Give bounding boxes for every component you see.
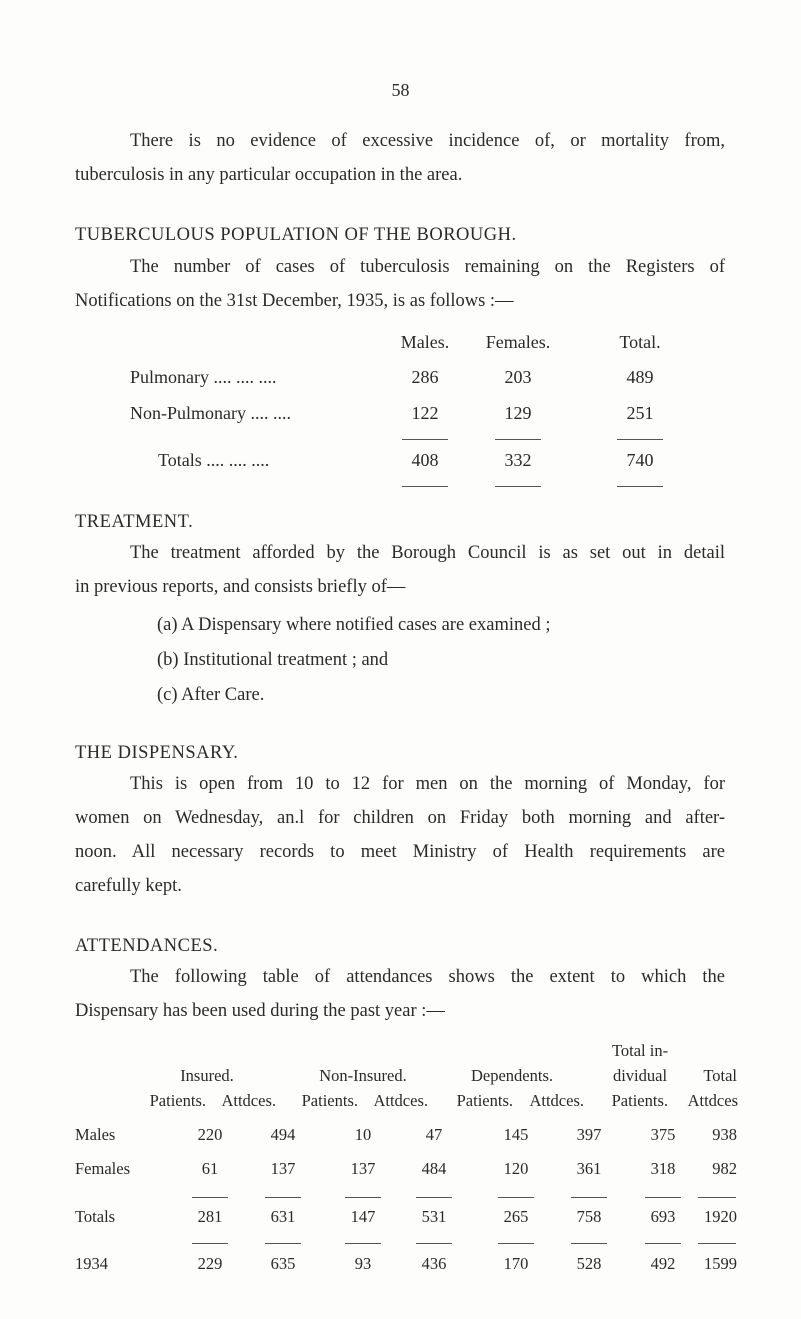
table2-row-label: Totals xyxy=(75,1207,116,1226)
table2-header-non-insured: Non-Insured. xyxy=(319,1066,407,1085)
table1-rule xyxy=(402,439,448,440)
table2-rule xyxy=(345,1243,381,1244)
table2-cell: 93 xyxy=(354,1254,372,1273)
table1-totals-label: Totals .... .... .... xyxy=(158,450,270,470)
table2-subheader: Attdces. xyxy=(529,1091,584,1110)
table2-rule xyxy=(416,1197,452,1198)
table2-cell: 281 xyxy=(197,1207,223,1226)
table2-cell: 147 xyxy=(350,1207,376,1226)
table1-row-label: Pulmonary .... .... .... xyxy=(130,367,277,387)
table1-cell: 332 xyxy=(504,450,532,470)
table2-row-label: Females xyxy=(75,1159,130,1178)
table2-cell: 120 xyxy=(503,1159,529,1178)
table2-header-total-individual-1: Total in- xyxy=(611,1041,669,1060)
table2-cell: 631 xyxy=(270,1207,296,1226)
table2-cell: 693 xyxy=(650,1207,676,1226)
table2-cell: 145 xyxy=(503,1125,529,1144)
table1-rule xyxy=(495,486,541,487)
table2-header-insured: Insured. xyxy=(180,1066,234,1085)
dispensary-line-2: women on Wednesday, an.l for children on Friday both morning and after- xyxy=(75,808,725,828)
table1-cell: 129 xyxy=(504,403,532,423)
table2-cell: 61 xyxy=(201,1159,219,1178)
table2-header-total-individual-2: dividual xyxy=(612,1066,668,1085)
table2-cell: 220 xyxy=(197,1125,223,1144)
table2-cell: 635 xyxy=(270,1254,296,1273)
table1-rule xyxy=(617,486,663,487)
table2-subheader: Patients. xyxy=(301,1091,358,1110)
table1-cell: 203 xyxy=(504,367,532,387)
treatment-line-2: in previous reports, and consists briefly of— xyxy=(75,577,406,597)
table2-cell: 528 xyxy=(576,1254,602,1273)
treatment-item: (a) A Dispensary where notified cases are examined ; xyxy=(157,615,551,635)
table2-cell: 361 xyxy=(576,1159,602,1178)
table2-cell: 229 xyxy=(197,1254,223,1273)
table2-rule xyxy=(571,1243,607,1244)
table2-rule xyxy=(192,1197,228,1198)
table2-cell: 397 xyxy=(576,1125,602,1144)
table2-cell: 494 xyxy=(270,1125,296,1144)
dispensary-line-3: noon. All necessary records to meet Ministry of Health requirements are xyxy=(75,842,725,862)
section-heading-dispensary: THE DISPENSARY. xyxy=(75,743,239,763)
table2-cell: 531 xyxy=(421,1207,447,1226)
table2-cell: 492 xyxy=(650,1254,676,1273)
treatment-item: (b) Institutional treatment ; and xyxy=(157,650,389,670)
table2-rule xyxy=(498,1197,534,1198)
table2-header-dependents: Dependents. xyxy=(470,1066,554,1085)
intro-line-1: There is no evidence of excessive incidence of, or mortality from, xyxy=(130,131,725,151)
table1-header-females: Females. xyxy=(485,332,551,352)
table2-cell: 758 xyxy=(576,1207,602,1226)
table2-cell: 47 xyxy=(425,1125,443,1144)
section-heading-attendances: ATTENDANCES. xyxy=(75,936,219,956)
table2-cell: 1920 xyxy=(704,1207,737,1226)
treatment-line-1: The treatment afforded by the Borough Council is as set out in detail xyxy=(130,543,725,563)
table1-cell: 122 xyxy=(411,403,439,423)
page-number: 58 xyxy=(391,80,410,100)
table1-rule xyxy=(495,439,541,440)
table2-subheader: Attdces. xyxy=(221,1091,276,1110)
table1-cell: 408 xyxy=(411,450,439,470)
table2-rule xyxy=(698,1243,736,1244)
table2-cell: 10 xyxy=(354,1125,372,1144)
attendances-line-1: The following table of attendances shows the extent to which the xyxy=(130,967,725,987)
section-heading-treatment: TREATMENT. xyxy=(75,512,194,532)
table2-cell: 484 xyxy=(421,1159,447,1178)
table1-row-label: Non-Pulmonary .... .... xyxy=(130,403,291,423)
table1-header-total: Total. xyxy=(619,332,661,352)
table2-rule xyxy=(645,1243,681,1244)
intro-line-2: tuberculosis in any particular occupation in the area. xyxy=(75,165,463,185)
table2-cell: 436 xyxy=(421,1254,447,1273)
table2-rule xyxy=(265,1197,301,1198)
table2-cell: 318 xyxy=(650,1159,676,1178)
table2-rule xyxy=(265,1243,301,1244)
table1-cell: 286 xyxy=(411,367,439,387)
table2-row-label: 1934 xyxy=(75,1254,108,1273)
table2-cell: 375 xyxy=(650,1125,676,1144)
table2-subheader: Patients. xyxy=(149,1091,206,1110)
table2-rule xyxy=(645,1197,681,1198)
table2-cell: 938 xyxy=(712,1125,737,1144)
section-heading-population: TUBERCULOUS POPULATION OF THE BOROUGH. xyxy=(75,225,517,245)
table1-rule xyxy=(402,486,448,487)
table2-subheader: Attdces xyxy=(687,1091,738,1110)
population-line-1: The number of cases of tuberculosis remaining on the Registers of xyxy=(130,257,725,277)
table2-rule xyxy=(192,1243,228,1244)
dispensary-line-4: carefully kept. xyxy=(75,876,182,896)
dispensary-line-1: This is open from 10 to 12 for men on the morning of Monday, for xyxy=(130,774,725,794)
table1-cell: 489 xyxy=(626,367,654,387)
table2-subheader: Patients. xyxy=(456,1091,513,1110)
table1-cell: 740 xyxy=(626,450,654,470)
table2-cell: 137 xyxy=(270,1159,296,1178)
population-line-2: Notifications on the 31st December, 1935, is as follows :— xyxy=(75,291,514,311)
attendances-line-2: Dispensary has been used during the past year :— xyxy=(75,1001,445,1021)
treatment-item: (c) After Care. xyxy=(157,685,265,705)
table2-rule xyxy=(345,1197,381,1198)
table2-rule xyxy=(571,1197,607,1198)
table2-rule xyxy=(416,1243,452,1244)
table2-rule xyxy=(498,1243,534,1244)
table2-header-total: Total xyxy=(703,1066,737,1085)
table2-rule xyxy=(698,1197,736,1198)
table2-cell: 982 xyxy=(712,1159,737,1178)
table2-subheader: Patients. xyxy=(611,1091,668,1110)
table1-cell: 251 xyxy=(626,403,654,423)
table2-subheader: Attdces. xyxy=(373,1091,428,1110)
table1-header-males: Males. xyxy=(400,332,450,352)
table1-rule xyxy=(617,439,663,440)
table2-cell: 1599 xyxy=(704,1254,737,1273)
table2-cell: 170 xyxy=(503,1254,529,1273)
table2-cell: 265 xyxy=(503,1207,529,1226)
table2-row-label: Males xyxy=(75,1125,116,1144)
table2-cell: 137 xyxy=(350,1159,376,1178)
